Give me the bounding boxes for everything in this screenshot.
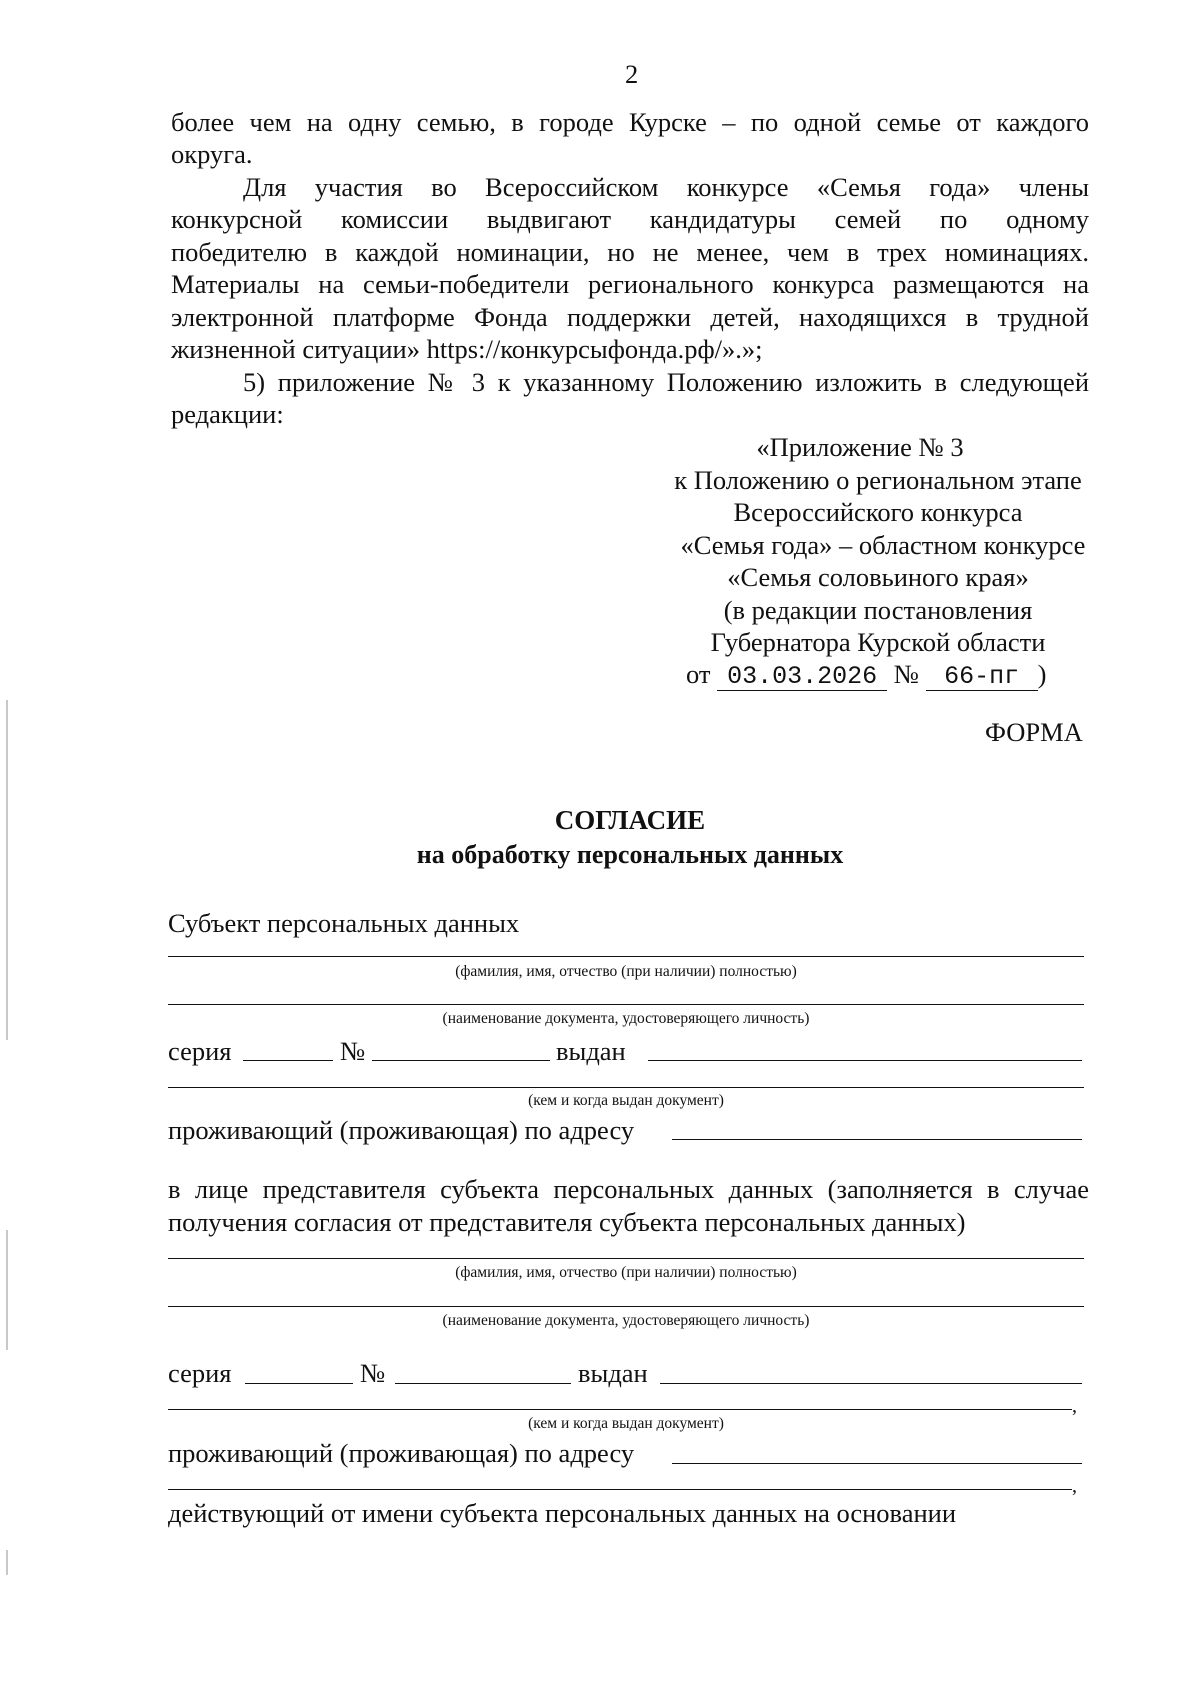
- appendix-line: (в редакции постановления: [723, 595, 1033, 625]
- body-line: конкурсной комиссии выдвигают кандидатуры семей по одному: [171, 204, 1089, 234]
- issued-label: выдан: [556, 1036, 626, 1066]
- appendix-line: Губернатора Курской области: [710, 627, 1046, 657]
- appendix-date-line: [686, 658, 1046, 691]
- comma: ,: [1072, 1395, 1077, 1417]
- document-name-caption: (наименование документа, удостоверяющего личность): [442, 1010, 810, 1027]
- resolution-date: 03.03.2026: [717, 664, 887, 691]
- representative-text: получения согласия от представителя субъекта персональных данных): [168, 1207, 966, 1237]
- rep-series-field[interactable]: [245, 1383, 353, 1384]
- rep-address-field[interactable]: [672, 1463, 1082, 1464]
- rep-issued-caption: (кем и когда выдан документ): [528, 1415, 724, 1432]
- form-label: ФОРМА: [985, 717, 1083, 747]
- document-subtitle: на обработку персональных данных: [416, 840, 844, 869]
- body-line: Для участия во Всероссийском конкурсе «Семья года» члены: [243, 172, 1089, 202]
- resolution-number: 66-пг: [926, 664, 1038, 691]
- rep-document-name-line[interactable]: [168, 1306, 1084, 1307]
- document-name-line[interactable]: [168, 1004, 1084, 1005]
- number-label: №: [893, 659, 920, 689]
- appendix-line: «Приложение № 3: [756, 432, 964, 462]
- fio-caption: (фамилия, имя, отчество (при наличии) полностью): [455, 963, 797, 980]
- rep-address-label: проживающий (проживающая) по адресу: [168, 1438, 635, 1468]
- rep-series-label: серия: [168, 1358, 232, 1388]
- rep-document-name-caption: (наименование документа, удостоверяющего личность): [442, 1312, 810, 1329]
- appendix-line: «Семья года» – областном конкурсе: [680, 530, 1086, 560]
- scan-edge-mark: [6, 1230, 8, 1350]
- representative-text: в лице представителя субъекта персональных данных (заполняется в случае: [168, 1174, 1089, 1204]
- page-number: 2: [625, 59, 639, 89]
- appendix-line: Всероссийского конкурса: [733, 497, 1023, 527]
- rep-issued-line[interactable]: [168, 1409, 1072, 1410]
- body-line: электронной платформе Фонда поддержки детей, находящихся в трудной: [171, 302, 1089, 332]
- fio-line[interactable]: [168, 956, 1084, 957]
- rep-fio-caption: (фамилия, имя, отчество (при наличии) полностью): [455, 1264, 797, 1281]
- from-label: от: [686, 659, 711, 689]
- subject-label: Субъект персональных данных: [168, 908, 520, 938]
- rep-fio-line[interactable]: [168, 1258, 1084, 1259]
- body-line: Материалы на семьи-победители регионального конкурса размещаются на: [171, 269, 1089, 299]
- close-paren: ): [1037, 659, 1047, 689]
- appendix-line: «Семья соловьиного края»: [727, 562, 1029, 592]
- rep-number-field[interactable]: [395, 1383, 571, 1384]
- rep-number-label: №: [360, 1358, 386, 1388]
- rep-address-line[interactable]: [168, 1489, 1072, 1490]
- rep-issued-field[interactable]: [660, 1383, 1082, 1384]
- comma: ,: [1072, 1475, 1077, 1497]
- scan-edge-mark: [6, 1550, 8, 1575]
- body-line: редакции:: [171, 399, 284, 429]
- issued-field[interactable]: [648, 1060, 1082, 1061]
- address-field[interactable]: [672, 1139, 1082, 1140]
- number-field[interactable]: [372, 1060, 550, 1061]
- appendix-line: к Положению о региональном этапе: [674, 465, 1082, 495]
- number-label: №: [340, 1036, 366, 1066]
- body-line: 5) приложение № 3 к указанному Положению изложить в следующей: [243, 367, 1089, 397]
- series-label: серия: [168, 1036, 232, 1066]
- document-title: СОГЛАСИЕ: [554, 805, 706, 835]
- body-line: жизненной ситуации» https://конкурсыфонда.рф/».»;: [171, 334, 763, 364]
- rep-issued-label: выдан: [578, 1358, 648, 1388]
- body-line: более чем на одну семью, в городе Курске – по одной семье от каждого: [171, 107, 1089, 137]
- body-line: округа.: [171, 139, 253, 169]
- issued-caption: (кем и когда выдан документ): [528, 1092, 724, 1109]
- body-line: победителю в каждой номинации, но не менее, чем в трех номинациях.: [171, 237, 1089, 267]
- acting-line: действующий от имени субъекта персональных данных на основании: [168, 1498, 957, 1528]
- series-field[interactable]: [243, 1060, 333, 1061]
- address-label: проживающий (проживающая) по адресу: [168, 1115, 635, 1145]
- issued-line[interactable]: [168, 1087, 1084, 1088]
